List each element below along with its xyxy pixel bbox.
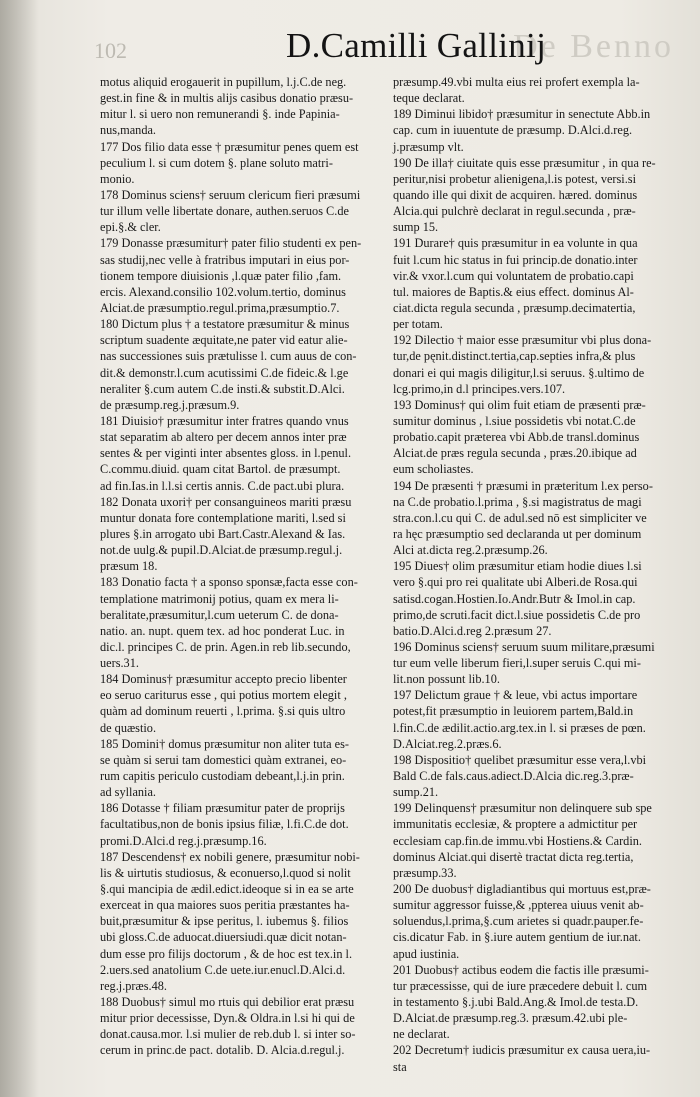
left-column-line: beralitate,præsumitur,l.cum ueterum C. de dona- [100, 607, 339, 622]
left-column-line: C.commu.diuid. quam citat Bartol. de præsumpt. [100, 462, 341, 477]
right-column-line: vero §.qui pro rei qualitate ubi Alberi.de Rosa.qui [393, 575, 638, 590]
right-column-line: fuit l.cum hic status in fui princip.de donatio.inter [393, 252, 638, 267]
left-column-line: 181 Diuisio† præsumitur inter fratres quando vnus [100, 413, 349, 428]
left-column-line: nas successiones suis prætulisse l. cum auus de con- [100, 349, 357, 364]
left-column-line: 179 Donasse præsumitur† pater filio studenti ex pen- [100, 236, 362, 251]
right-column-line: Alci at.dicta reg.2.præsump.26. [393, 543, 548, 558]
left-column-line: tionem tempore diuisionis ,l.quæ pater filio ,fam. [100, 268, 342, 283]
right-column-line: 202 Decretum† iudicis præsumitur ex causa uera,iu- [393, 1043, 651, 1058]
right-column-line: 196 Dominus sciens† seruum suum militare,præsumi [393, 639, 655, 654]
left-column-line: gest.in fine & in multis alijs casibus donatio præsu- [100, 91, 354, 106]
left-column-line: promi.D.Alci.d reg.j.præsump.16. [100, 833, 267, 848]
running-title: D.Camilli Gallinij [286, 26, 547, 65]
left-column-line: mitur l. si uero non remunerandi §. inde Papinia- [100, 107, 340, 122]
left-column-line: de præsump.reg.j.præsum.9. [100, 397, 240, 412]
left-column-line: mitur prior decessisse, Dyn.& Oldra.in l.si hi qui de [100, 1011, 355, 1026]
right-column-line: tur,de pęnit.distinct.tertia,cap.septies infra,& plus [393, 349, 636, 364]
right-column-line: præsump.33. [393, 865, 457, 880]
left-column-line: templatione matrimonij potius, quam ex mera li- [100, 591, 339, 606]
right-column-line: ra hęc præsumptio sed declaranda ut per dominum [393, 526, 642, 541]
left-column-line: de quæstio. [100, 720, 157, 735]
left-column-line: peculium l. si cum dotem §. plane soluto matri- [100, 155, 333, 170]
left-column-line: sas studij,nec velle à fratribus imputari in eius por- [100, 252, 350, 267]
left-column-line: ercis. Alexand.consilio 102.volum.tertio, dominus [100, 284, 346, 299]
right-column-line: lcg.primo,in d.l principes.vers.107. [393, 381, 566, 396]
left-column-line: 188 Duobus† simul mo rtuis qui debilior erat præsu [100, 995, 355, 1010]
left-column-line: nus,manda. [100, 123, 157, 138]
left-column-line: lis & uirtutis studiosus, & econuerso,l.quod si nolit [100, 865, 351, 880]
right-column-line: 189 Diminui libido† præsumitur in senectute Abb.in [393, 107, 651, 122]
left-column-line: not.de uulg.& pupil.D.Alciat.de præsump.regul.j. [100, 543, 343, 558]
right-column-line: donari ei qui magis diligitur,l.si seruus. §.ultimo de [393, 365, 645, 380]
right-column-line: vir.& vxor.l.cum qui voluntatem de probatio.capi [393, 268, 634, 283]
right-column-line: 199 Delinquens† præsumitur non delinquere sub spe [393, 801, 652, 816]
left-column-line: ubi gloss.C.de aduocat.diuersiudi.quæ dicit notan- [100, 930, 347, 945]
left-column-line: dum esse pro filijs doctorum , & de hoc est tex.in l. [100, 946, 353, 961]
left-column-line: reg.j.præs.48. [100, 978, 167, 993]
page-number: 102 [94, 38, 127, 63]
right-column-line: Bald C.de fals.caus.adiect.D.Alcia dic.reg.3.præ- [393, 769, 634, 784]
right-column-line: batio.D.Alci.d.reg 2.præsum 27. [393, 623, 552, 638]
right-column-line: per totam. [393, 317, 443, 332]
right-column-line: sump 15. [393, 220, 439, 235]
left-column-line: §.qui mancipia de ædil.edict.ideoque si in ea se arte [100, 882, 354, 897]
bleed-through-title: De Benno [513, 28, 674, 65]
left-column-line: se quàm si serui tam domestici quàm extranei, eo- [100, 752, 347, 767]
left-column-line: facultatibus,non de bonis ipsius filiæ, l.fi.C.de dot. [100, 817, 349, 832]
left-column-line: motus aliquid erogauerit in pupillum, l.j.C.de neg. [100, 75, 347, 89]
binding-shadow [0, 0, 38, 1097]
right-column-line: sumitur dominus , l.siue possidetis vbi notat.C.de [393, 413, 636, 428]
right-column-line: na C.de probatio.l.prima , §.si magistratus de magi [393, 494, 642, 509]
left-column-line: 180 Dictum plus † a testatore præsumitur & minus [100, 317, 350, 332]
left-column-line: tur illum velle libertate donare, authen.seruos C.de [100, 204, 349, 219]
right-column [393, 74, 699, 1075]
right-column-line: peritur,nisi probetur alienigena,l.is potest, versi.si [393, 171, 637, 186]
left-column-line: exerceat in qua maiores suos peritia præstantes ha- [100, 898, 350, 913]
right-column-line: stra.con.l.cu qui C. de adul.sed nō est simpliciter ve [393, 510, 647, 525]
right-column-line: ne declarat. [393, 1027, 450, 1042]
right-column-line: apud iustinia. [393, 946, 460, 961]
right-column-line: immunitatis ecclesiæ, & proptere a admictitur per [393, 817, 638, 832]
left-column-line: 178 Dominus sciens† seruum clericum fieri præsumi [100, 187, 361, 202]
right-column-line: cap. cum in iuuentute de præsump. D.Alci.d.reg. [393, 123, 633, 138]
right-column-line: sump.21. [393, 785, 439, 800]
right-column-line: D.Alciat.reg.2.præs.6. [393, 736, 502, 751]
right-column-line: dominus Alciat.qui disertè tractat dicta reg.tertia, [393, 849, 634, 864]
right-column-line: 194 De præsenti † præsumi in præteritum l.ex perso- [393, 478, 653, 493]
left-column-line: muntur donata fore contemplatione mariti, l.sed si [100, 510, 346, 525]
left-column-line: scriptum suadente æquitate,ne pater vid eatur alie- [100, 333, 348, 348]
left-column-line: plures §.in arrogato ubi Bart.Castr.Alexand & Ias. [100, 526, 346, 541]
left-column-line: 186 Dotasse † filiam præsumitur pater de proprijs [100, 801, 345, 816]
right-column-line: ciat.dicta regula secunda , præsump.decimatertia, [393, 300, 636, 315]
left-column-line: 185 Domini† domus præsumitur non aliter tuta es- [100, 736, 349, 751]
left-column-line: donat.causa.mor. l.si mulier de reb.dub l. si inter so- [100, 1027, 356, 1042]
right-column-line: teque declarat. [393, 91, 465, 106]
left-column-line: uers.31. [100, 656, 139, 671]
right-column-line: 198 Dispositio† quelibet præsumitur esse vera,l.vbi [393, 752, 647, 767]
left-column [100, 74, 400, 1059]
left-column-line: stat separatim ab altero per decem annos inter præ [100, 430, 347, 445]
right-column-line: tur præcessisse, qui de iure præcedere debuit l. cum [393, 978, 648, 993]
right-column-line: probatio.capit præterea vbi Abb.de transl.dominus [393, 430, 640, 445]
right-column-line: cis.dicatur Fab. in §.iure autem gentium de iur.nat. [393, 930, 641, 945]
left-column-line: 183 Donatio facta † a sponso sponsæ,facta esse con- [100, 575, 358, 590]
left-column-line: rum capitis periculo custodiam debeant,l.j.in prin. [100, 769, 345, 784]
left-column-line: natio. an. nupt. quem tex. ad hoc ponderat Luc. in [100, 623, 345, 638]
right-column-line: sta [393, 1059, 407, 1074]
right-column-line: tur eum velle liberum fieri,l.super seruis C.qui mi- [393, 656, 641, 671]
left-column-line: 2.uers.sed anatolium C.de uete.iur.enucl.D.Alci.d. [100, 962, 346, 977]
left-column-line: eo seruo cariturus esse , qui potius mortem elegit , [100, 688, 347, 703]
right-column-line: quando ille qui dixit de acquiren. hæred. dominus [393, 187, 638, 202]
right-column-line: j.præsump vlt. [393, 139, 464, 154]
right-column-line: satisd.cogan.Hostien.Io.Andr.Butr & Imol.in cap. [393, 591, 636, 606]
right-column-line: 191 Durare† quis præsumitur in ea volunte in qua [393, 236, 638, 251]
left-column-line: cerum in princ.de pact. dotalib. D. Alcia.d.regul.j. [100, 1043, 345, 1058]
left-column-line: dic.l. principes C. de prin. Agen.in reb lib.secundo, [100, 639, 351, 654]
right-column-line: 195 Diues† olim præsumitur etiam hodie diues l.si [393, 559, 642, 574]
left-column-line: 177 Dos filio data esse † præsumitur penes quem est [100, 139, 359, 154]
left-column-line: ad syllania. [100, 785, 157, 800]
left-column-line: 187 Descendens† ex nobili genere, præsumitur nobi- [100, 849, 360, 864]
right-column-line: 193 Dominus† qui olim fuit etiam de præsenti præ- [393, 397, 646, 412]
left-column-line: buit,præsumitur & ipse peritus, l. iubemus §. filios [100, 914, 349, 929]
left-column-line: 184 Dominus† præsumitur accepto precio libenter [100, 672, 347, 687]
left-column-line: monio. [100, 171, 135, 186]
left-column-line: neraliter §.cum autem C.de insti.& substit.D.Alci. [100, 381, 345, 396]
right-column-line: in testamento §.j.ubi Bald.Ang.& Imol.de testa.D. [393, 995, 639, 1010]
right-column-line: 192 Dilectio † maior esse præsumitur vbi plus dona- [393, 333, 652, 348]
right-column-line: Alcia.qui pulchrè declarat in regul.secunda , præ- [393, 204, 636, 219]
right-column-line: primo,de scruti.facit dict.l.siue possidetis C.de pro [393, 607, 641, 622]
left-column-line: epi.§.& cler. [100, 220, 161, 235]
left-column-line: ad fin.Ias.in l.l.si certis annis. C.de pact.ubi plura. [100, 478, 345, 493]
right-column-line: soluendus,l.prima,§.cum arietes si quadr.pauper.fe- [393, 914, 644, 929]
left-column-line: sentes & per viginti inter absentes gloss. in l.penul. [100, 446, 352, 461]
left-column-line: dit.& demonstr.l.cum acutissimi C.de fideic.& l.ge [100, 365, 349, 380]
right-column-line: D.Alciat.de præsump.reg.3. præsum.42.ubi ple- [393, 1011, 628, 1026]
right-column-line: ecclesiam cap.fin.de immu.vbi Hostiens.& Cardin. [393, 833, 642, 848]
left-column-line: 182 Donata uxori† per consanguineos mariti præsu [100, 494, 352, 509]
right-column-line: eum scholiastes. [393, 462, 474, 477]
right-column-line: 197 Delictum graue † & leue, vbi actus importare [393, 688, 638, 703]
left-column-line: quàm ad dominum reuerti , l.prima. §.si quis ultro [100, 704, 346, 719]
right-column-line: 201 Duobus† actibus eodem die factis ille præsumi- [393, 962, 649, 977]
right-column-line: 200 De duobus† digladiantibus qui mortuus est,præ- [393, 882, 651, 897]
right-column-line: l.fin.C.de ædilit.actio.arg.tex.in l. si præses de pœn. [393, 720, 646, 735]
right-column-line: potest,fit præsumptio in leuiorem partem,Bald.in [393, 704, 634, 719]
right-column-line: præsump.49.vbi multa eius rei profert exempla la- [393, 75, 640, 89]
right-column-line: 190 De illa† ciuitate quis esse præsumitur , in qua re- [393, 155, 656, 170]
left-column-line: Alciat.de præsumptio.regul.prima,præsumptio.7. [100, 300, 340, 315]
right-column-line: Alciat.de præs regula secunda , præs.20.ibique ad [393, 446, 637, 461]
right-column-line: lit.non possunt lib.10. [393, 672, 500, 687]
right-column-line: sumitur aggressor fuisse,& ,ppterea uiuus venit ab- [393, 898, 644, 913]
right-column-line: tul. maiores de Baptis.& eius effect. dominus Al- [393, 284, 634, 299]
left-column-line: præsum 18. [100, 559, 158, 574]
